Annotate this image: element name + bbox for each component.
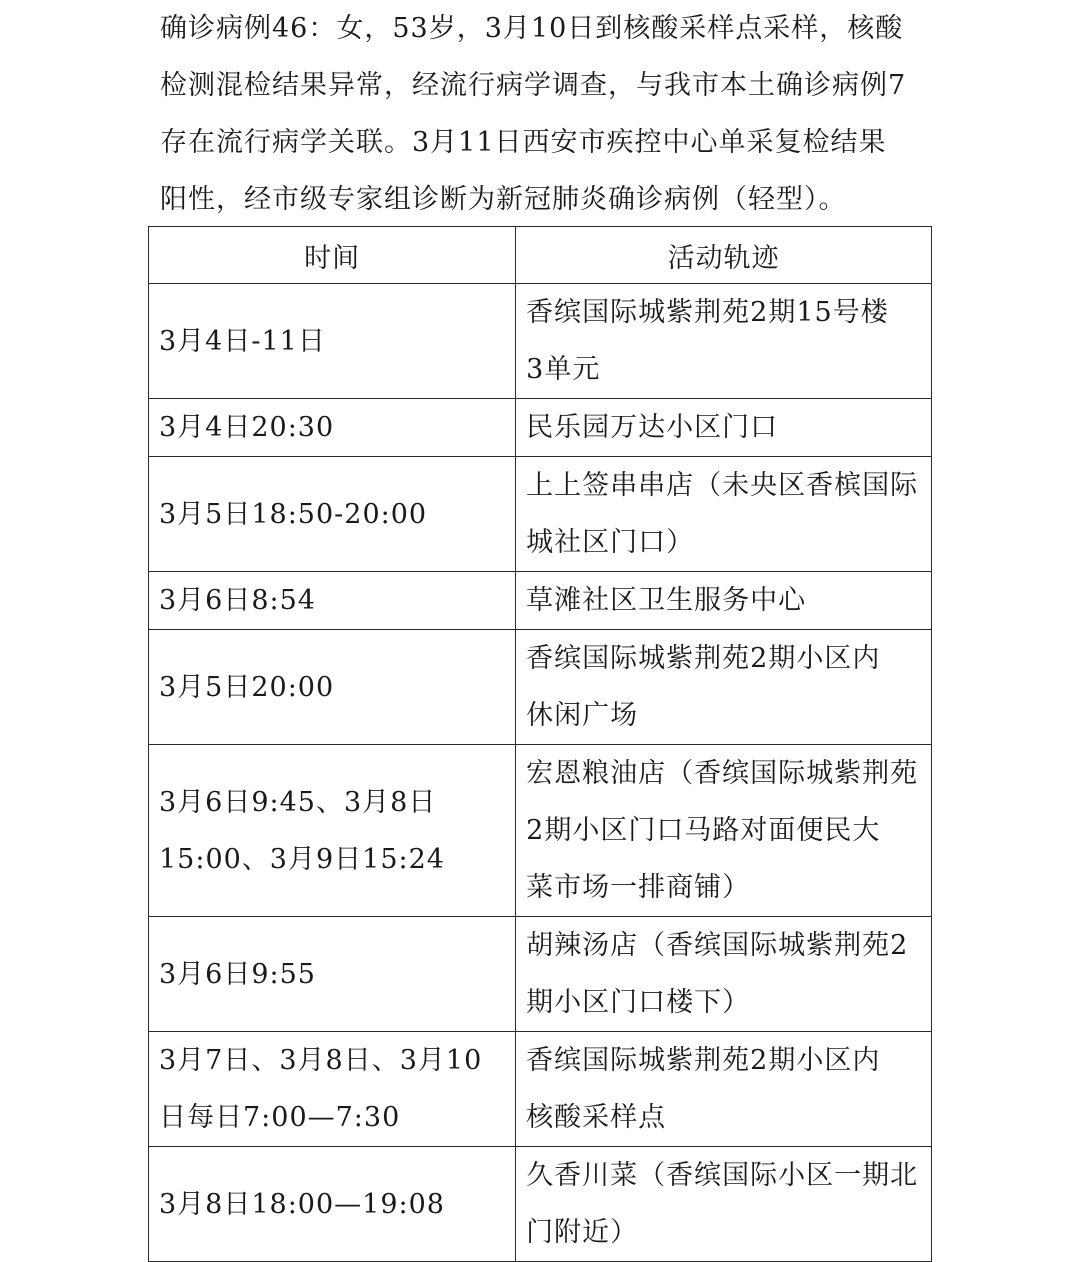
table-row (149, 457, 932, 572)
time-text: 3月8日18:00—19:08 (159, 1188, 445, 1220)
location-cell (516, 457, 932, 572)
table-row (149, 399, 932, 457)
location-text: 菜市场一排商铺） (526, 872, 751, 903)
time-cell (149, 917, 516, 1032)
location-text: 宏恩粮油店（香缤国际城紫荆苑 (526, 758, 919, 789)
location-text: 门附近） (526, 1217, 639, 1248)
location-text: 休闲广场 (526, 700, 639, 731)
location-text: 上上签串串店（未央区香槟国际 (526, 470, 919, 501)
location-cell (516, 917, 932, 1032)
case-description-line: 检测混检结果异常，经流行病学调查，与我市本土确诊病例7 (160, 70, 907, 101)
time-text: 3月4日20:30 (159, 412, 335, 443)
case-description (160, 0, 930, 228)
location-cell (516, 399, 932, 457)
time-cell (149, 399, 516, 457)
location-text: 香缤国际城紫荆苑2期小区内 (526, 643, 881, 674)
location-text: 期小区门口楼下） (526, 987, 751, 1018)
time-text: 3月6日8:54 (159, 585, 316, 616)
time-cell (149, 1032, 516, 1147)
time-cell (149, 1147, 516, 1262)
location-text: 香缤国际城紫荆苑2期小区内 (526, 1045, 881, 1076)
header-activity-trajectory: 活动轨迹 (516, 227, 932, 284)
time-cell (149, 284, 516, 399)
case-description-line: 存在流行病学关联。3月11日西安市疾控中心单采复检结果 (160, 127, 887, 158)
location-text: 城社区门口） (526, 527, 695, 558)
time-text: 3月6日9:45、3月8日 (159, 786, 437, 818)
time-cell (149, 572, 516, 630)
time-text: 15:00、3月9日15:24 (159, 843, 445, 875)
location-text: 核酸采样点 (526, 1102, 667, 1133)
location-text: 草滩社区卫生服务中心 (526, 585, 807, 616)
table-row (149, 745, 932, 917)
activity-trajectory-table (148, 226, 932, 1262)
location-text: 香缤国际城紫荆苑2期15号楼 (526, 297, 889, 328)
header-time: 时间 (149, 227, 516, 284)
table-row (149, 1032, 932, 1147)
time-text: 3月5日18:50-20:00 (159, 498, 428, 530)
table-header-row (149, 227, 932, 284)
location-cell (516, 1147, 932, 1262)
location-text: 民乐园万达小区门口 (526, 412, 779, 443)
location-cell (516, 572, 932, 630)
table-row (149, 572, 932, 630)
table-row (149, 630, 932, 745)
time-text: 3月5日20:00 (159, 671, 335, 703)
case-description-line: 确诊病例46：女，53岁，3月10日到核酸采样点采样，核酸 (160, 13, 904, 44)
table-row (149, 1147, 932, 1262)
location-text: 久香川菜（香缤国际小区一期北 (526, 1160, 919, 1191)
location-text: 胡辣汤店（香缤国际城紫荆苑2 (526, 930, 909, 961)
time-text: 3月6日9:55 (159, 958, 316, 990)
time-text: 日每日7:00—7:30 (159, 1102, 401, 1133)
time-cell (149, 457, 516, 572)
table-row (149, 284, 932, 399)
time-cell (149, 630, 516, 745)
location-cell (516, 284, 932, 399)
location-cell (516, 1032, 932, 1147)
case-description-line: 阳性，经市级专家组诊断为新冠肺炎确诊病例（轻型）。 (160, 184, 847, 215)
table-row (149, 917, 932, 1032)
time-text: 3月4日-11日 (159, 325, 326, 357)
location-cell (516, 745, 932, 917)
location-text: 2期小区门口马路对面便民大 (526, 815, 881, 846)
time-text: 3月7日、3月8日、3月10 (159, 1045, 483, 1076)
time-cell (149, 745, 516, 917)
table-body (149, 284, 932, 1262)
location-cell (516, 630, 932, 745)
location-text: 3单元 (526, 354, 601, 385)
